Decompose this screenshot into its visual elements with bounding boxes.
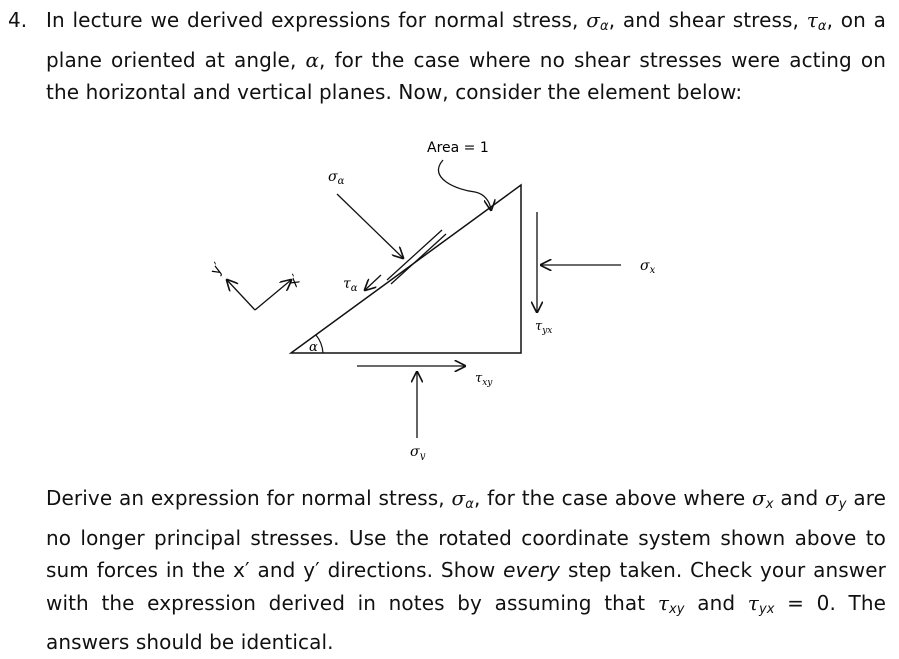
tau-alpha-symbol: τ	[806, 8, 818, 32]
intro-text-3: , on a plane oriented at angle,	[46, 8, 887, 72]
body-text-1: Derive an expression for normal stress,	[46, 486, 452, 510]
tau-alpha-plane-line	[391, 234, 446, 284]
area-pointer-arrow	[438, 160, 491, 210]
question-number: 4.	[8, 8, 28, 32]
body-tau-yx-symbol: τ	[747, 590, 759, 615]
tau-alpha-plane-line-2	[387, 230, 442, 280]
body-text-2: , for the case above where	[473, 486, 753, 510]
intro-text-4: , for the case where no shear stresses were acting on the horizontal and vertical planes. Now, consider the element below:	[46, 47, 886, 104]
area-label: Area = 1	[427, 140, 489, 156]
tau-yx-label: $\tau_{yx}$	[535, 319, 553, 336]
body-sigma-y-subscript: y	[838, 497, 847, 512]
sigma-alpha-subscript: α	[600, 19, 609, 34]
intro-text-1: In lecture we derived expressions for normal stress,	[46, 8, 587, 32]
body-sigma-y-symbol: σ	[825, 486, 839, 510]
body-sigma-alpha-symbol: σ	[451, 486, 466, 510]
body-sigma-x-symbol: σ	[752, 486, 766, 510]
triangular-element	[291, 185, 521, 353]
y-prime-label: y′	[207, 260, 228, 278]
sigma-x-label: $\sigma_x$	[640, 258, 656, 276]
x-prime-label: x′	[285, 272, 306, 290]
tau-xy-label: $\tau_{xy}$	[475, 371, 493, 388]
tau-alpha-arrow	[365, 275, 381, 290]
body-tau-xy-subscript: xy	[669, 601, 685, 617]
body-sigma-alpha-subscript: α	[465, 497, 474, 512]
sigma-alpha-label: $\sigma_\alpha$	[328, 169, 345, 187]
x-prime-axis	[255, 280, 291, 310]
sigma-alpha-arrow	[337, 194, 403, 258]
tau-alpha-subscript: α	[817, 19, 827, 34]
body-sigma-x-subscript: x	[765, 497, 774, 512]
stress-element-diagram	[195, 130, 675, 460]
y-prime-axis	[227, 280, 255, 310]
alpha-symbol: α	[305, 47, 320, 72]
intro-text-2: , and shear stress,	[608, 8, 807, 32]
body-text-3: and	[773, 486, 826, 510]
sigma-y-label: $\sigma_y$	[410, 444, 426, 460]
body-text-7: = 0. The answers should be identical.	[46, 590, 887, 654]
body-emphasis-every: every	[503, 558, 561, 582]
question-intro	[46, 4, 886, 109]
body-tau-yx-subscript: yx	[758, 601, 775, 617]
sigma-alpha-symbol: σ	[586, 8, 601, 32]
body-text-6: and	[684, 590, 748, 615]
tau-alpha-label: $\tau_\alpha$	[343, 276, 358, 294]
body-tau-xy-symbol: τ	[657, 590, 669, 615]
body-text-4: are no longer principal stresses. Use the rotated coordinate system shown above to sum forces in the x′ and y′ directions. Show	[46, 486, 886, 582]
body-text-5: step taken. Check your answer with the expression derived in notes by assuming that	[46, 558, 886, 615]
question-body	[46, 482, 886, 659]
angle-label: α	[309, 340, 318, 355]
